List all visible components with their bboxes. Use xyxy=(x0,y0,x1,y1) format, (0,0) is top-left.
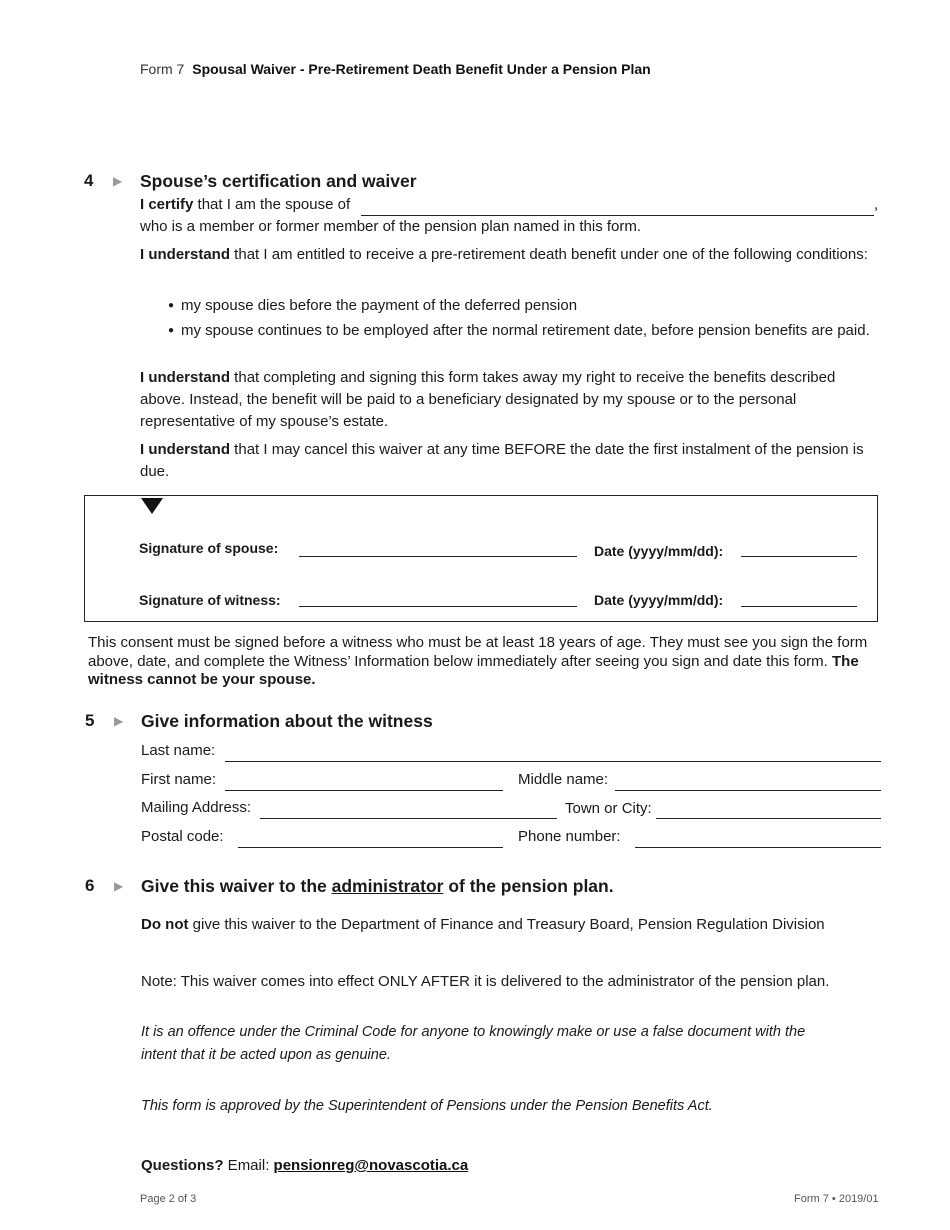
consent-text: This consent must be signed before a witness who must be at least 18 years of age. They must see you sign the form above, date, and complete the Witness’ Information below immediately after seeing you sign and date this form. xyxy=(88,634,868,670)
do-not-paragraph xyxy=(141,914,881,936)
note-paragraph: Note: This waiver comes into effect ONLY AFTER it is delivered to the administrator of the pension plan. xyxy=(141,973,830,990)
mailing-address-label: Mailing Address: xyxy=(141,799,252,816)
certify-text: that I am the spouse of xyxy=(193,196,351,213)
section-arrow-icon: ▶ xyxy=(113,174,123,188)
section-6-title-pre: Give this waiver to the xyxy=(141,876,332,896)
town-field[interactable] xyxy=(656,818,881,819)
spouse-date-label: Date (yyyy/mm/dd): xyxy=(594,543,724,559)
page-number: Page 2 of 3 xyxy=(140,1193,197,1205)
town-label: Town or City: xyxy=(565,800,652,817)
witness-signature-field[interactable] xyxy=(299,606,577,607)
questions-text: Email: xyxy=(223,1157,274,1174)
first-name-label: First name: xyxy=(141,771,217,788)
postal-code-label: Postal code: xyxy=(141,828,224,845)
form-title: Spousal Waiver - Pre-Retirement Death Benefit Under a Pension Plan xyxy=(192,61,651,77)
spouse-signature-field[interactable] xyxy=(299,556,577,557)
footer-form-version xyxy=(794,1193,879,1205)
understand-paragraph-2 xyxy=(140,367,880,433)
section-6-title xyxy=(141,876,614,897)
section-4-title: Spouse’s certification and waiver xyxy=(140,171,417,191)
certify-bold: I certify xyxy=(140,196,194,213)
footer-version: 2019/01 xyxy=(838,1193,879,1205)
understand-bold: I understand xyxy=(140,369,231,386)
section-6-title-post: of the pension plan. xyxy=(443,876,614,896)
spouse-signature-label: Signature of spouse: xyxy=(139,540,279,556)
section-arrow-icon: ▶ xyxy=(114,714,124,728)
approved-paragraph: This form is approved by the Superintendent of Pensions under the Pension Benefits Act. xyxy=(141,1098,713,1114)
certify-comma: , xyxy=(874,196,879,213)
understand-paragraph-1 xyxy=(140,244,880,266)
witness-date-field[interactable] xyxy=(741,606,857,607)
questions-line xyxy=(141,1155,881,1177)
section-arrow-icon: ▶ xyxy=(114,879,124,893)
do-not-bold: Do not xyxy=(141,916,189,933)
middle-name-label: Middle name: xyxy=(518,771,609,788)
footer-bullet-icon: • xyxy=(831,1193,836,1205)
email-link[interactable]: pensionreg@novascotia.ca xyxy=(273,1157,469,1174)
form-header xyxy=(140,61,651,77)
footer-form: Form 7 xyxy=(794,1193,829,1205)
certify-line xyxy=(140,194,880,216)
witness-date-label: Date (yyyy/mm/dd): xyxy=(594,592,724,608)
understand-text: that completing and signing this form takes away my right to receive the benefits described above. Instead, the benefit will be paid to a beneficiary designated by my spouse or to the personal representative of my spouse’s estate. xyxy=(140,369,836,430)
pointer-triangle-icon xyxy=(141,498,163,514)
first-name-field[interactable] xyxy=(225,790,503,791)
section-6-number: 6 xyxy=(85,876,95,895)
phone-label: Phone number: xyxy=(518,828,621,845)
understand-text: that I may cancel this waiver at any time BEFORE the date the first instalment of the pension is due. xyxy=(140,441,864,480)
section-4-number: 4 xyxy=(84,171,94,190)
phone-field[interactable] xyxy=(635,847,881,848)
administrator-link[interactable]: administrator xyxy=(331,876,444,896)
form-label: Form 7 xyxy=(140,61,185,77)
offence-paragraph: It is an offence under the Criminal Code for anyone to knowingly make or use a false document with the intent that it be acted upon as genuine. xyxy=(141,1024,806,1063)
last-name-label: Last name: xyxy=(141,742,216,759)
questions-bold: Questions? xyxy=(141,1157,224,1174)
spouse-date-field[interactable] xyxy=(741,556,857,557)
consent-bold: The witness cannot be your spouse. xyxy=(88,652,859,688)
certify-line-2: who is a member or former member of the pension plan named in this form. xyxy=(140,218,642,235)
mailing-address-field[interactable] xyxy=(260,818,557,819)
middle-name-field[interactable] xyxy=(615,790,881,791)
understand-paragraph-3 xyxy=(140,439,880,483)
bullet-icon: ● xyxy=(168,325,175,336)
postal-code-field[interactable] xyxy=(238,847,503,848)
consent-paragraph xyxy=(88,634,880,690)
bullet-icon: ● xyxy=(168,300,175,311)
understand-text: that I am entitled to receive a pre-retirement death benefit under one of the following conditions: xyxy=(230,246,868,263)
bullet-item-1: my spouse dies before the payment of the deferred pension xyxy=(181,297,578,314)
bullet-item-2: my spouse continues to be employed after the normal retirement date, before pension benefits are paid. xyxy=(181,322,870,339)
section-5-title: Give information about the witness xyxy=(141,711,433,731)
understand-bold: I understand xyxy=(140,441,231,458)
understand-bold: I understand xyxy=(140,246,231,263)
witness-signature-label: Signature of witness: xyxy=(139,592,281,608)
section-5-number: 5 xyxy=(85,711,95,730)
last-name-field[interactable] xyxy=(225,761,881,762)
do-not-text: give this waiver to the Department of Finance and Treasury Board, Pension Regulation Division xyxy=(188,916,825,933)
